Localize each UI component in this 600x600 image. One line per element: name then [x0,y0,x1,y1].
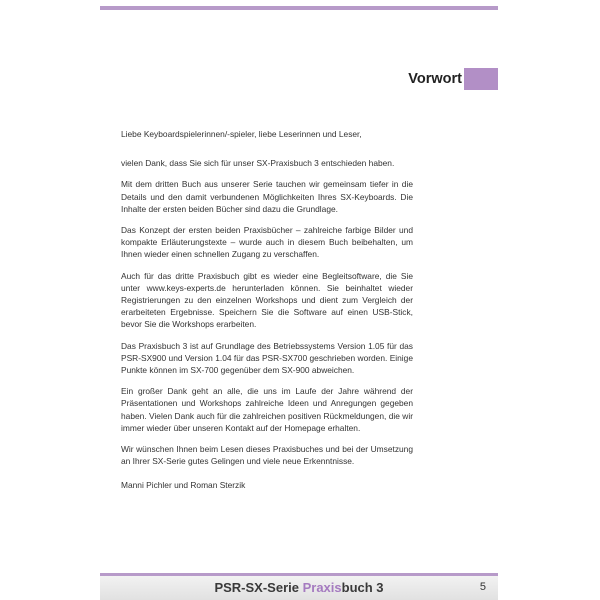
book-title [100,580,498,595]
footer-bar [100,573,498,600]
paragraph: Mit dem dritten Buch aus unserer Serie tauchen wir gemeinsam tiefer in die Details und den damit verbundenen Möglichkeiten Ihres SX-Keyboards. Die Inhalte der ersten beiden Bücher sind dazu die Grundlage. [121,179,413,214]
top-rule [100,6,498,10]
signature: Manni Pichler und Roman Sterzik [121,480,246,491]
page-number: 5 [479,581,486,593]
book-title-prefix: PSR-SX-Serie [214,580,303,595]
salutation: Liebe Keyboardspielerinnen/-spieler, liebe Leserinnen und Leser, [121,129,362,139]
chapter-tab-marker [464,68,498,90]
chapter-header [100,68,498,90]
foreword-text [121,128,413,501]
paragraph: Das Praxisbuch 3 ist auf Grundlage des Betriebssystems Version 1.05 für das PSR-SX900 und Version 1.04 für das PSR-SX700 geschrieben worden. Einige Punkte können im SX-700 gegenüber dem SX-900 abweichen. [121,340,413,376]
book-title-suffix: buch 3 [341,580,384,595]
paragraph: Das Konzept der ersten beiden Praxisbücher – zahlreiche farbige Bilder und kompakte Erläuterungstexte – wurde auch in diesem Buch beibehalten, um Ihnen wieder einen schnellen Zugang zu verschaffen. [121,225,413,260]
paragraph: Ein großer Dank geht an alle, die uns im Laufe der Jahre während der Präsentationen und Workshops zahlreiche Ideen und Anregungen gegeben haben. Vielen Dank auch für die zahlreichen positiven Rückmeldungen, die wir immer wieder über unseren Kontakt auf der Homepage erhalten. [121,386,413,433]
paragraph: Auch für das dritte Praxisbuch gibt es wieder eine Begleitsoftware, die Sie unter www.keys-experts.de herunterladen können. Sie beinhaltet wieder Registrierungen zu den einzelnen Workshops und dient zum Vergleich der erarbeiteten Ergebnisse. Speichern Sie die Software auf einen USB-Stick, bevor Sie die Workshops erarbeiten. [121,270,413,330]
chapter-title: Vorwort [408,71,462,87]
paragraph: Wir wünschen Ihnen beim Lesen dieses Praxisbuches und bei der Umsetzung an Ihrer SX-Serie gutes Gelingen und viele neue Erkenntnisse. [121,444,413,467]
paragraph: vielen Dank, dass Sie sich für unser SX-Praxisbuch 3 entschieden haben. [121,158,395,169]
book-title-accent: Praxis [302,580,342,595]
